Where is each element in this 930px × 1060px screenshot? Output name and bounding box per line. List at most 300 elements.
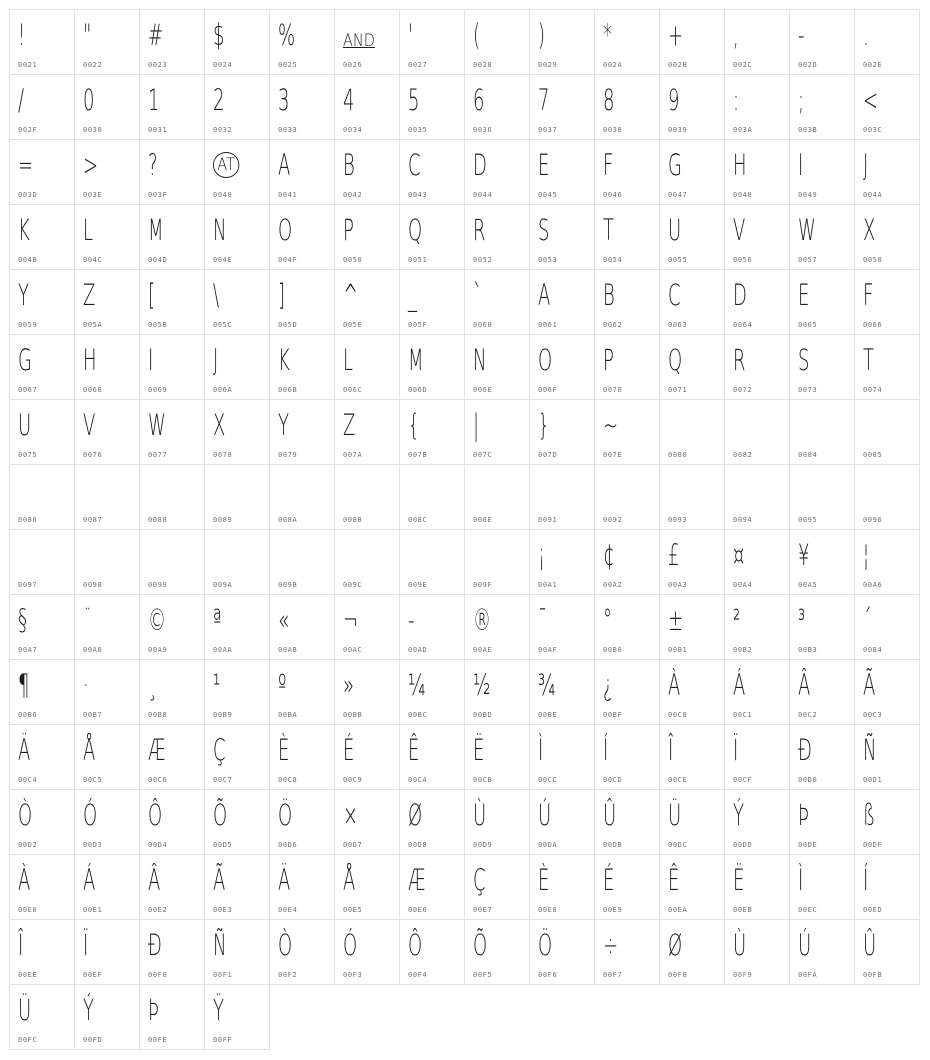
- glyph-char: U: [18, 408, 32, 442]
- glyph-codepoint: 0049: [798, 191, 818, 199]
- glyph-char: !: [18, 18, 26, 52]
- glyph-codepoint: 00F8: [668, 971, 688, 979]
- glyph-cell: [594, 334, 660, 400]
- glyph-char: [: [148, 278, 156, 312]
- glyph-codepoint: 00A1: [538, 581, 558, 589]
- glyph-codepoint: 0034: [343, 126, 363, 134]
- glyph-char: ·: [83, 668, 89, 702]
- glyph-char: A: [278, 148, 291, 182]
- glyph-cell: [204, 984, 270, 1050]
- glyph-codepoint: 00B3: [798, 646, 818, 654]
- glyph-codepoint: 00FE: [148, 1036, 168, 1044]
- glyph-codepoint: 006A: [213, 386, 233, 394]
- glyph-char: ¨: [83, 603, 92, 637]
- glyph-codepoint: 00BB: [343, 711, 363, 719]
- glyph-char: }: [538, 408, 550, 442]
- glyph-cell: [334, 854, 400, 920]
- glyph-char: G: [668, 148, 682, 182]
- glyph-cell: [529, 919, 595, 985]
- glyph-codepoint: 0062: [603, 321, 623, 329]
- glyph-codepoint: 008E: [473, 516, 493, 524]
- glyph-cell: [139, 594, 205, 660]
- glyph-cell: [789, 854, 855, 920]
- glyph-char: £: [668, 538, 680, 572]
- glyph-char: Ò: [18, 798, 33, 832]
- glyph-char: A: [538, 278, 551, 312]
- glyph-char: Æ: [408, 863, 426, 897]
- glyph-codepoint: 003C: [863, 126, 883, 134]
- glyph-char: Ì: [538, 733, 544, 767]
- glyph-codepoint: 0075: [18, 451, 38, 459]
- glyph-cell: [399, 9, 465, 75]
- glyph-char: Q: [668, 343, 683, 377]
- glyph-cell: [464, 269, 530, 335]
- glyph-codepoint: 002A: [603, 61, 623, 69]
- glyph-cell: [139, 984, 205, 1050]
- glyph-cell: [659, 399, 725, 465]
- glyph-cell: [529, 269, 595, 335]
- glyph-char: 5: [408, 83, 420, 117]
- glyph-char: E: [538, 148, 550, 182]
- glyph-cell: [789, 399, 855, 465]
- glyph-cell: [74, 464, 140, 530]
- glyph-char: º: [278, 668, 287, 702]
- glyph-char: 8: [603, 83, 615, 117]
- glyph-cell: [594, 139, 660, 205]
- glyph-codepoint: 00A7: [18, 646, 38, 654]
- glyph-codepoint: 0097: [18, 581, 38, 589]
- glyph-char: Õ: [473, 928, 488, 962]
- glyph-char: 9: [668, 83, 680, 117]
- glyph-char: ²: [733, 603, 741, 637]
- glyph-codepoint: 00DF: [863, 841, 883, 849]
- glyph-codepoint: 0035: [408, 126, 428, 134]
- glyph-codepoint: 0030: [83, 126, 103, 134]
- glyph-codepoint: 0023: [148, 61, 168, 69]
- glyph-char: Þ: [798, 798, 809, 832]
- glyph-codepoint: 0093: [668, 516, 688, 524]
- glyph-char: .: [863, 18, 869, 52]
- glyph-codepoint: 0076: [83, 451, 103, 459]
- glyph-char: É: [343, 733, 355, 767]
- glyph-codepoint: 00C9: [343, 776, 363, 784]
- glyph-codepoint: 00D2: [18, 841, 38, 849]
- glyph-char: Ú: [538, 798, 552, 832]
- glyph-codepoint: 0029: [538, 61, 558, 69]
- glyph-codepoint: 00B8: [148, 711, 168, 719]
- glyph-codepoint: 00AA: [213, 646, 233, 654]
- glyph-char: ±: [668, 603, 684, 637]
- glyph-char: È: [278, 733, 290, 767]
- glyph-cell: [529, 399, 595, 465]
- glyph-cell: [464, 334, 530, 400]
- glyph-char: $: [213, 18, 225, 52]
- glyph-codepoint: 00FF: [213, 1036, 233, 1044]
- glyph-codepoint: 00CC: [538, 776, 558, 784]
- glyph-cell: [9, 9, 75, 75]
- glyph-char: À: [668, 668, 681, 702]
- glyph-char: ³: [798, 603, 806, 637]
- glyph-char: ¹: [213, 668, 221, 702]
- glyph-cell: [789, 204, 855, 270]
- glyph-cell: [334, 659, 400, 725]
- glyph-char: Õ: [213, 798, 228, 832]
- glyph-char: 0: [83, 83, 95, 117]
- glyph-cell: [464, 594, 530, 660]
- glyph-cell: [789, 9, 855, 75]
- glyph-cell: [529, 854, 595, 920]
- glyph-char: »: [343, 668, 355, 702]
- glyph-char: B: [343, 148, 355, 182]
- glyph-cell: [594, 464, 660, 530]
- glyph-cell: [9, 399, 75, 465]
- glyph-codepoint: 00BE: [538, 711, 558, 719]
- glyph-cell: [139, 529, 205, 595]
- glyph-codepoint: 0065: [798, 321, 818, 329]
- glyph-char: Ø: [668, 928, 683, 962]
- glyph-codepoint: 00CB: [473, 776, 493, 784]
- glyph-char: P: [343, 213, 354, 247]
- glyph-codepoint: 005D: [278, 321, 298, 329]
- glyph-char: Ñ: [863, 733, 877, 767]
- glyph-codepoint: 00D5: [213, 841, 233, 849]
- glyph-cell: [724, 334, 790, 400]
- glyph-cell: [399, 334, 465, 400]
- glyph-cell: [594, 789, 660, 855]
- glyph-codepoint: 00F0: [148, 971, 168, 979]
- glyph-char: Å: [83, 733, 96, 767]
- glyph-char: F: [863, 278, 874, 312]
- glyph-codepoint: 00FD: [83, 1036, 103, 1044]
- glyph-char: ¬: [343, 603, 359, 637]
- glyph-codepoint: 002D: [798, 61, 818, 69]
- glyph-char: Y: [278, 408, 289, 442]
- glyph-cell: [334, 139, 400, 205]
- glyph-cell: [529, 464, 595, 530]
- glyph-cell: [399, 399, 465, 465]
- glyph-codepoint: 00F9: [733, 971, 753, 979]
- glyph-codepoint: 0084: [798, 451, 818, 459]
- glyph-cell: [464, 399, 530, 465]
- glyph-cell: [464, 9, 530, 75]
- glyph-codepoint: 0078: [213, 451, 233, 459]
- glyph-codepoint: 0039: [668, 126, 688, 134]
- glyph-cell: [334, 334, 400, 400]
- glyph-cell: [659, 464, 725, 530]
- glyph-cell: [529, 74, 595, 140]
- glyph-cell: [9, 919, 75, 985]
- glyph-char: _: [408, 278, 417, 312]
- glyph-char: ´: [863, 603, 872, 637]
- glyph-cell: [529, 659, 595, 725]
- glyph-cell: [659, 9, 725, 75]
- glyph-char: /: [18, 83, 25, 117]
- glyph-cell: [334, 529, 400, 595]
- glyph-cell: [594, 204, 660, 270]
- glyph-char: Î: [668, 733, 674, 767]
- glyph-char: AT: [213, 152, 239, 178]
- glyph-char: ¼: [408, 668, 426, 702]
- glyph-cell: [269, 724, 335, 790]
- glyph-char: ?: [148, 148, 158, 182]
- glyph-codepoint: 005F: [408, 321, 428, 329]
- glyph-cell: [204, 919, 270, 985]
- glyph-cell: [204, 659, 270, 725]
- glyph-cell: [334, 204, 400, 270]
- glyph-codepoint: 007D: [538, 451, 558, 459]
- glyph-cell: [9, 659, 75, 725]
- glyph-cell: [529, 334, 595, 400]
- glyph-codepoint: 00F4: [408, 971, 428, 979]
- glyph-codepoint: 00D3: [83, 841, 103, 849]
- glyph-char: Ñ: [213, 928, 227, 962]
- glyph-cell: [854, 594, 920, 660]
- glyph-codepoint: 00FC: [18, 1036, 38, 1044]
- glyph-cell: [74, 789, 140, 855]
- glyph-char: ½: [473, 668, 491, 702]
- glyph-codepoint: 00E7: [473, 906, 493, 914]
- glyph-cell: [659, 204, 725, 270]
- glyph-codepoint: 00AF: [538, 646, 558, 654]
- glyph-codepoint: 0054: [603, 256, 623, 264]
- glyph-char: Á: [733, 668, 746, 702]
- glyph-char: K: [18, 213, 30, 247]
- glyph-char: Ó: [83, 798, 98, 832]
- glyph-char: ;: [798, 83, 805, 117]
- glyph-cell: [204, 9, 270, 75]
- glyph-char: Ã: [863, 668, 876, 702]
- glyph-codepoint: 008B: [343, 516, 363, 524]
- glyph-codepoint: 002E: [863, 61, 883, 69]
- glyph-char: L: [343, 343, 354, 377]
- glyph-char: W: [148, 408, 166, 442]
- glyph-cell: [74, 594, 140, 660]
- glyph-codepoint: 0068: [83, 386, 103, 394]
- glyph-char: Â: [148, 863, 161, 897]
- glyph-codepoint: 006E: [473, 386, 493, 394]
- glyph-char: È: [538, 863, 550, 897]
- glyph-char: +: [668, 18, 684, 52]
- glyph-cell: [464, 659, 530, 725]
- glyph-codepoint: 0052: [473, 256, 493, 264]
- glyph-codepoint: 0091: [538, 516, 558, 524]
- glyph-cell: [724, 789, 790, 855]
- glyph-char: Þ: [148, 993, 159, 1027]
- glyph-codepoint: 00A9: [148, 646, 168, 654]
- glyph-cell: [334, 399, 400, 465]
- glyph-cell: [529, 139, 595, 205]
- glyph-codepoint: 002F: [18, 126, 38, 134]
- glyph-codepoint: 00B9: [213, 711, 233, 719]
- glyph-char: R: [733, 343, 746, 377]
- glyph-char: Ä: [278, 863, 291, 897]
- glyph-char: Ý: [83, 993, 94, 1027]
- glyph-codepoint: 00F5: [473, 971, 493, 979]
- glyph-codepoint: 0095: [798, 516, 818, 524]
- glyph-cell: [789, 74, 855, 140]
- glyph-cell: [269, 919, 335, 985]
- glyph-char: ": [83, 18, 92, 52]
- glyph-char: Ð: [148, 928, 162, 962]
- glyph-codepoint: 0074: [863, 386, 883, 394]
- glyph-cell: [464, 139, 530, 205]
- glyph-char: ~: [603, 408, 619, 442]
- glyph-cell: [74, 9, 140, 75]
- glyph-cell: [334, 594, 400, 660]
- glyph-codepoint: 0064: [733, 321, 753, 329]
- glyph-cell: [269, 9, 335, 75]
- glyph-char: Æ: [148, 733, 166, 767]
- glyph-codepoint: 00EF: [83, 971, 103, 979]
- glyph-char: -: [408, 603, 415, 637]
- glyph-codepoint: 003F: [148, 191, 168, 199]
- glyph-codepoint: 006D: [408, 386, 428, 394]
- glyph-cell: [594, 724, 660, 790]
- glyph-codepoint: 0026: [343, 61, 363, 69]
- glyph-codepoint: 005B: [148, 321, 168, 329]
- glyph-char: ¾: [538, 668, 556, 702]
- glyph-char: H: [83, 343, 97, 377]
- glyph-char: J: [863, 148, 869, 182]
- glyph-codepoint: 00C1: [733, 711, 753, 719]
- glyph-cell: [74, 919, 140, 985]
- glyph-cell: [204, 269, 270, 335]
- glyph-codepoint: 003D: [18, 191, 38, 199]
- glyph-codepoint: 0071: [668, 386, 688, 394]
- glyph-cell: [724, 74, 790, 140]
- glyph-codepoint: 0085: [863, 451, 883, 459]
- glyph-grid: [10, 10, 920, 1050]
- glyph-char: Ð: [798, 733, 812, 767]
- glyph-cell: [594, 9, 660, 75]
- glyph-char: 1: [148, 83, 160, 117]
- glyph-cell: [9, 74, 75, 140]
- glyph-char: Å: [343, 863, 356, 897]
- glyph-cell: [269, 529, 335, 595]
- glyph-codepoint: 00E8: [538, 906, 558, 914]
- glyph-codepoint: 0033: [278, 126, 298, 134]
- glyph-char: Ê: [408, 733, 420, 767]
- glyph-cell: [269, 74, 335, 140]
- glyph-cell: [204, 789, 270, 855]
- glyph-char: :: [733, 83, 740, 117]
- glyph-codepoint: 004E: [213, 256, 233, 264]
- glyph-char: ¸: [148, 668, 157, 702]
- glyph-cell: [724, 204, 790, 270]
- glyph-cell: [789, 464, 855, 530]
- glyph-cell: [139, 74, 205, 140]
- glyph-codepoint: 0058: [863, 256, 883, 264]
- glyph-cell: [594, 854, 660, 920]
- glyph-codepoint: 0077: [148, 451, 168, 459]
- glyph-codepoint: 00DD: [733, 841, 753, 849]
- glyph-codepoint: 0050: [343, 256, 363, 264]
- glyph-cell: [854, 139, 920, 205]
- glyph-codepoint: 004D: [148, 256, 168, 264]
- glyph-cell: [204, 854, 270, 920]
- glyph-char: Ê: [668, 863, 680, 897]
- glyph-codepoint: 00DE: [798, 841, 818, 849]
- glyph-cell: [399, 789, 465, 855]
- glyph-cell: [529, 204, 595, 270]
- glyph-codepoint: 00B0: [603, 646, 623, 654]
- glyph-cell: [724, 399, 790, 465]
- glyph-codepoint: 00CA: [408, 776, 428, 784]
- glyph-codepoint: 00E3: [213, 906, 233, 914]
- glyph-cell: [789, 789, 855, 855]
- glyph-cell: [724, 659, 790, 725]
- glyph-codepoint: 006C: [343, 386, 363, 394]
- glyph-char: Ç: [473, 863, 486, 897]
- glyph-codepoint: 00C2: [798, 711, 818, 719]
- glyph-codepoint: 0088: [148, 516, 168, 524]
- glyph-char: M: [408, 343, 424, 377]
- glyph-cell: [74, 724, 140, 790]
- glyph-cell: [399, 659, 465, 725]
- glyph-char: R: [473, 213, 486, 247]
- glyph-cell: [724, 724, 790, 790]
- glyph-codepoint: 00D0: [798, 776, 818, 784]
- glyph-codepoint: 00DB: [603, 841, 623, 849]
- glyph-codepoint: 00DA: [538, 841, 558, 849]
- glyph-char: Ö: [278, 798, 293, 832]
- glyph-codepoint: 00EC: [798, 906, 818, 914]
- glyph-codepoint: 0047: [668, 191, 688, 199]
- glyph-cell: [789, 724, 855, 790]
- glyph-char: \: [213, 278, 220, 312]
- glyph-char: T: [603, 213, 614, 247]
- glyph-cell: [399, 919, 465, 985]
- glyph-cell: [204, 724, 270, 790]
- glyph-char: Ó: [343, 928, 358, 962]
- glyph-codepoint: 004A: [863, 191, 883, 199]
- glyph-codepoint: 0066: [863, 321, 883, 329]
- glyph-char: AND: [343, 31, 375, 51]
- glyph-cell: [269, 789, 335, 855]
- glyph-char: Z: [83, 278, 96, 312]
- glyph-codepoint: 00F3: [343, 971, 363, 979]
- glyph-char: X: [863, 213, 876, 247]
- glyph-codepoint: 00C3: [863, 711, 883, 719]
- glyph-char: N: [473, 343, 487, 377]
- glyph-cell: [594, 269, 660, 335]
- glyph-cell: [74, 334, 140, 400]
- glyph-char: Â: [798, 668, 811, 702]
- glyph-char: L: [83, 213, 94, 247]
- glyph-codepoint: 0087: [83, 516, 103, 524]
- glyph-codepoint: 00A8: [83, 646, 103, 654]
- glyph-codepoint: 0079: [278, 451, 298, 459]
- glyph-char: U: [668, 213, 682, 247]
- glyph-codepoint: 00B1: [668, 646, 688, 654]
- glyph-cell: [854, 854, 920, 920]
- glyph-char: W: [798, 213, 816, 247]
- glyph-cell: [529, 724, 595, 790]
- glyph-char: Ý: [733, 798, 744, 832]
- glyph-cell: [854, 724, 920, 790]
- glyph-char: 4: [343, 83, 355, 117]
- glyph-char: >: [83, 148, 99, 182]
- glyph-cell: [74, 399, 140, 465]
- glyph-codepoint: 0092: [603, 516, 623, 524]
- glyph-cell: [594, 529, 660, 595]
- glyph-char: Í: [603, 733, 609, 767]
- glyph-codepoint: 0046: [603, 191, 623, 199]
- glyph-char: O: [278, 213, 293, 247]
- glyph-codepoint: 0060: [473, 321, 493, 329]
- glyph-codepoint: 007E: [603, 451, 623, 459]
- glyph-char: ): [538, 18, 546, 52]
